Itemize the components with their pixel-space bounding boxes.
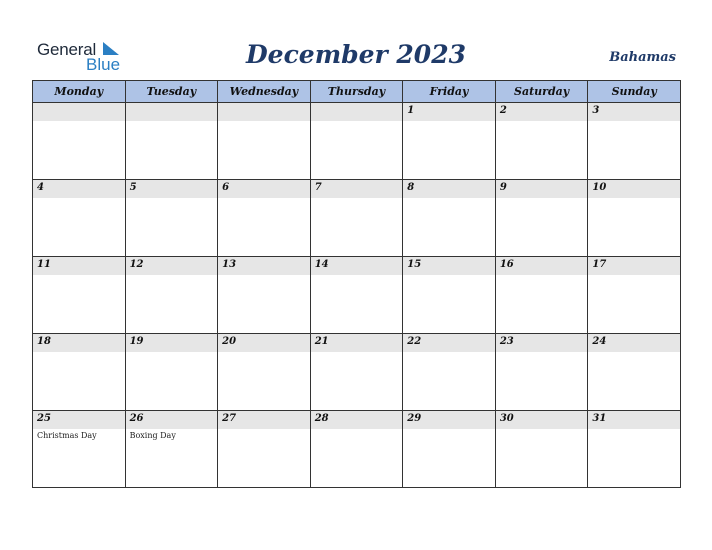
day-cell [588, 180, 681, 257]
day-number: 25 [37, 413, 51, 424]
day-cell [495, 257, 588, 334]
day-cell [588, 103, 681, 180]
day-number: 17 [592, 259, 607, 270]
day-cell [310, 103, 403, 180]
day-number-band [496, 180, 588, 198]
holiday-label: Christmas Day [37, 431, 97, 440]
day-cell [33, 180, 126, 257]
day-number-band [403, 180, 495, 198]
day-cell [218, 411, 311, 488]
day-number: 19 [129, 336, 144, 347]
logo-text-blue: Blue [86, 55, 121, 74]
day-cell [125, 257, 218, 334]
day-cell [125, 334, 218, 411]
day-number: 7 [314, 182, 322, 193]
weekday-header: Sunday [588, 81, 681, 103]
day-number: 20 [222, 336, 237, 347]
day-cell [218, 103, 311, 180]
weekday-header-row [33, 81, 681, 103]
day-number: 5 [129, 182, 137, 193]
day-cell [588, 334, 681, 411]
day-number: 3 [592, 105, 600, 116]
day-number: 29 [407, 413, 422, 424]
day-cell [310, 257, 403, 334]
day-number: 22 [407, 336, 422, 347]
day-cell [33, 411, 126, 488]
weekday-header: Saturday [495, 81, 588, 103]
day-cell [310, 411, 403, 488]
day-number: 30 [499, 413, 514, 424]
day-number: 24 [592, 336, 607, 347]
day-number: 11 [37, 259, 51, 270]
day-number-band [311, 180, 403, 198]
day-cell [403, 103, 496, 180]
day-cell [495, 103, 588, 180]
day-cell [310, 334, 403, 411]
day-number-band [33, 180, 125, 198]
weekday-header: Friday [403, 81, 496, 103]
logo-text-general: General [37, 40, 97, 59]
day-number: 8 [407, 182, 415, 193]
day-number: 16 [499, 259, 514, 270]
week-row [33, 103, 681, 180]
day-cell [403, 411, 496, 488]
week-row [33, 180, 681, 257]
day-cell [125, 180, 218, 257]
weekday-header: Thursday [310, 81, 403, 103]
day-cell [218, 257, 311, 334]
day-cell [218, 334, 311, 411]
day-cell [125, 411, 218, 488]
calendar-grid [32, 80, 681, 488]
day-cell [495, 411, 588, 488]
day-number: 21 [314, 336, 329, 347]
day-number-band [126, 180, 218, 198]
day-cell [588, 411, 681, 488]
holiday-label: Boxing Day [129, 431, 176, 440]
day-number: 27 [222, 413, 237, 424]
day-number: 26 [129, 413, 144, 424]
weekday-header: Wednesday [218, 81, 311, 103]
day-number: 12 [129, 259, 144, 270]
day-cell [403, 257, 496, 334]
day-number: 1 [407, 105, 415, 116]
day-cell [33, 257, 126, 334]
day-number: 14 [314, 259, 329, 270]
day-number-band [403, 103, 495, 121]
day-cell [495, 180, 588, 257]
week-row [33, 334, 681, 411]
day-number: 18 [37, 336, 51, 347]
day-number: 31 [592, 413, 607, 424]
weekday-header: Tuesday [125, 81, 218, 103]
day-number-band [311, 103, 403, 121]
country-label: Bahamas [609, 50, 676, 65]
weekday-header: Monday [33, 81, 126, 103]
day-number: 10 [592, 182, 607, 193]
day-number: 13 [222, 259, 237, 270]
day-cell [33, 334, 126, 411]
calendar-title: December 2023 [245, 40, 466, 69]
day-number-band [126, 103, 218, 121]
day-cell [495, 334, 588, 411]
day-cell [310, 180, 403, 257]
day-number: 4 [37, 182, 44, 193]
day-number-band [496, 103, 588, 121]
day-cell [403, 334, 496, 411]
day-number-band [218, 103, 310, 121]
day-number-band [33, 103, 125, 121]
day-number: 15 [407, 259, 422, 270]
week-row [33, 257, 681, 334]
day-number: 9 [499, 182, 507, 193]
day-cell [403, 180, 496, 257]
day-number-band [218, 180, 310, 198]
day-cell [33, 103, 126, 180]
day-cell [588, 257, 681, 334]
week-row [33, 411, 681, 488]
day-number-band [588, 103, 680, 121]
day-number: 2 [499, 105, 507, 116]
day-number: 28 [314, 413, 329, 424]
day-number: 23 [499, 336, 514, 347]
day-cell [125, 103, 218, 180]
day-cell [218, 180, 311, 257]
day-number: 6 [222, 182, 230, 193]
